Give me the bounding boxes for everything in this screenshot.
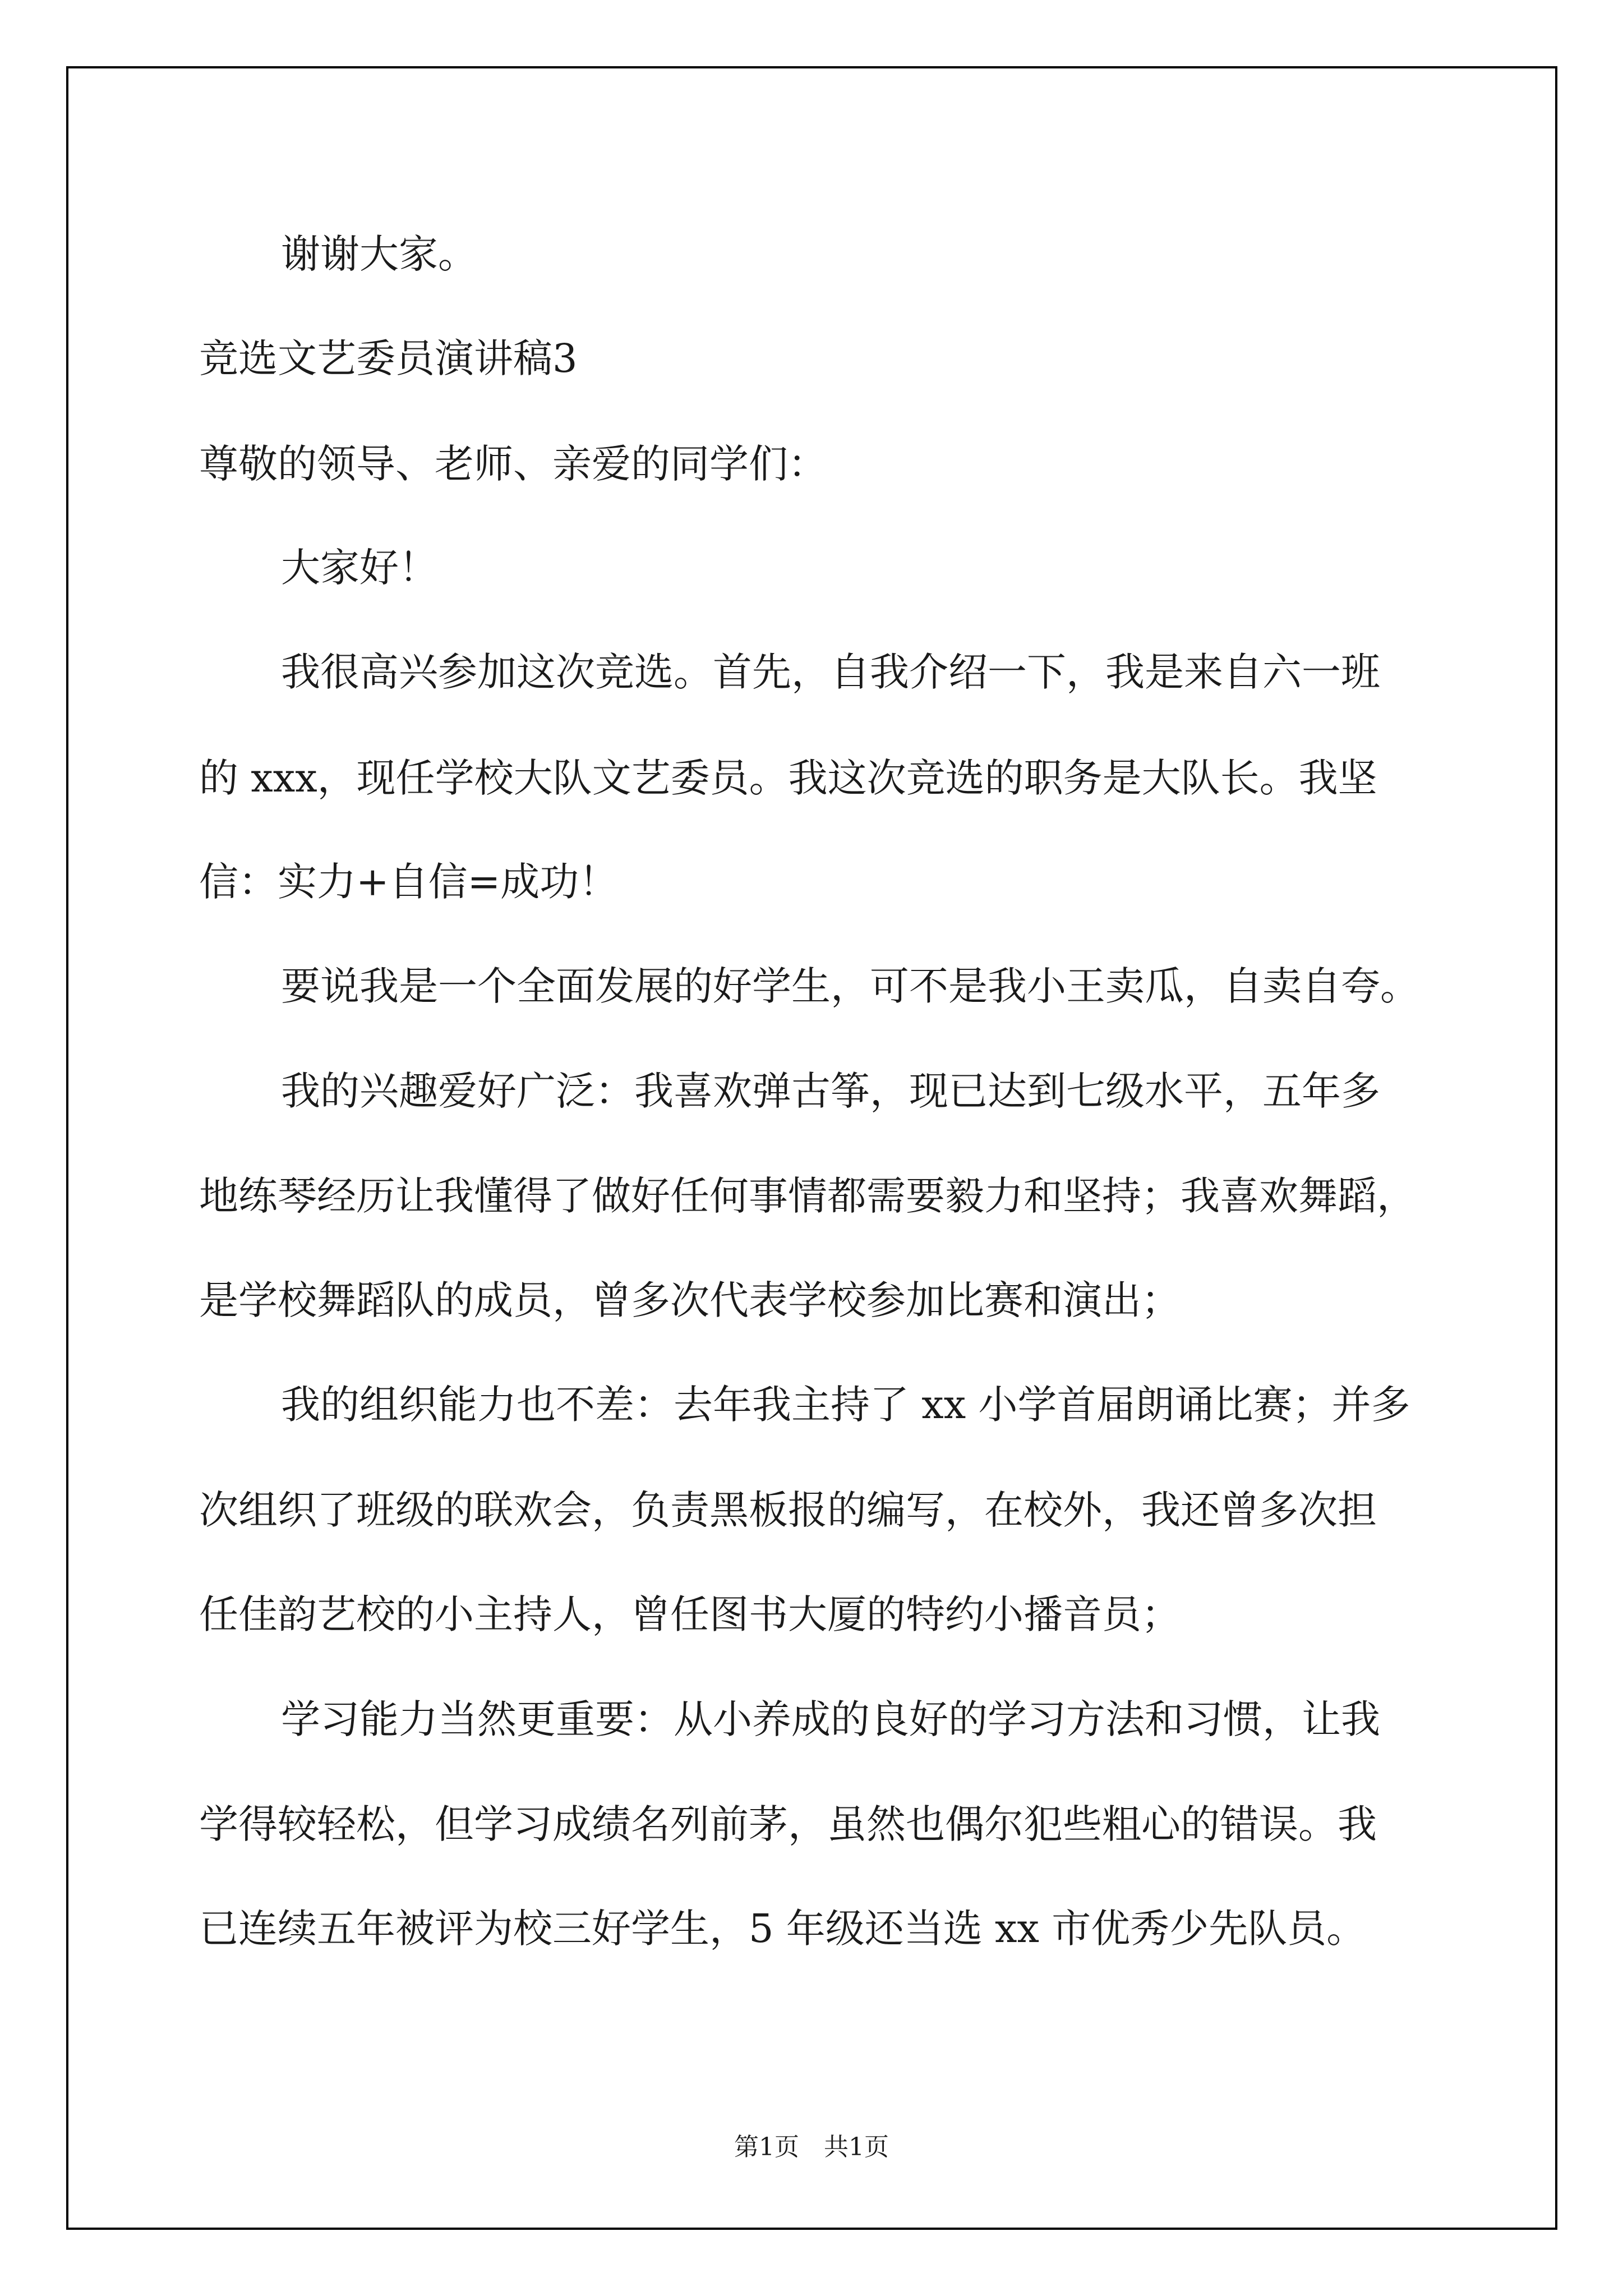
paragraph-line: 的 xxx，现任学校大队文艺委员。我这次竞选的职务是大队长。我坚 bbox=[199, 755, 1377, 801]
paragraph-line: 我很高兴参加这次竞选。首先，自我介绍一下，我是来自六一班 bbox=[281, 649, 1380, 695]
greeting: 大家好！ bbox=[281, 545, 438, 591]
paragraph-line: 地练琴经历让我懂得了做好任何事情都需要毅力和坚持；我喜欢舞蹈， bbox=[199, 1173, 1416, 1219]
section-title: 竞选文艺委员演讲稿3 bbox=[199, 335, 578, 381]
paragraph-line: 要说我是一个全面发展的好学生，可不是我小王卖瓜，自卖自夸。 bbox=[281, 963, 1419, 1009]
paragraph-line: 已连续五年被评为校三好学生，5 年级还当选 xx 市优秀少先队员。 bbox=[199, 1906, 1366, 1952]
paragraph-line: 任佳韵艺校的小主持人，曾任图书大厦的特约小播音员； bbox=[199, 1591, 1181, 1637]
paragraph-line: 学习能力当然更重要：从小养成的良好的学习方法和习惯，让我 bbox=[281, 1696, 1380, 1742]
paragraph-line: 次组织了班级的联欢会，负责黑板报的编写，在校外，我还曾多次担 bbox=[199, 1487, 1377, 1533]
closing-line: 谢谢大家。 bbox=[281, 231, 477, 277]
page-number-footer: 第1页 共1页 bbox=[734, 2133, 889, 2161]
paragraph-line: 我的组织能力也不差：去年我主持了 xx 小学首届朗诵比赛；并多 bbox=[281, 1382, 1410, 1428]
salutation: 尊敬的领导、老师、亲爱的同学们： bbox=[199, 441, 827, 487]
paragraph-line: 我的兴趣爱好广泛：我喜欢弹古筝，现已达到七级水平，五年多 bbox=[281, 1068, 1380, 1114]
paragraph-line: 学得较轻松，但学习成绩名列前茅，虽然也偶尔犯些粗心的错误。我 bbox=[199, 1801, 1377, 1847]
paragraph-line: 是学校舞蹈队的成员，曾多次代表学校参加比赛和演出； bbox=[199, 1277, 1181, 1323]
paragraph-line: 信：实力+自信=成功！ bbox=[199, 859, 619, 905]
